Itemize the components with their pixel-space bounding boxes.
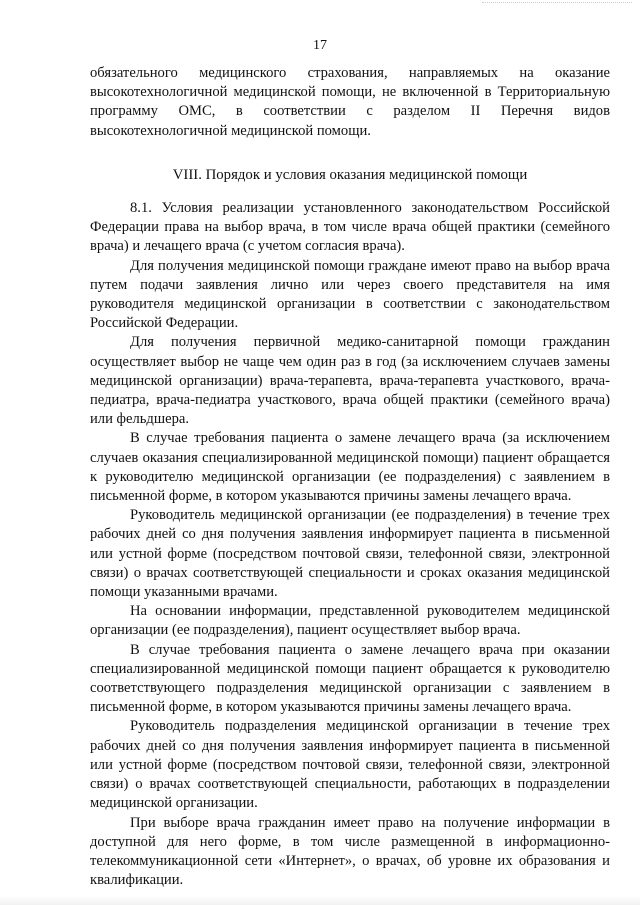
paragraph-8: Руководитель подразделения медицинской организации в течение трех рабочих дней со дня получения заявления информирует пациента в письменной или устной форме (посредством почтовой связи, телефонной связи, электронной связи) о врачах соответствующей специальности, работающих в подразделении медицинской организации. [90,718,610,812]
intro-paragraph: обязательного медицинского страхования, направляемых на оказание высокотехнологичной медицинской помощи, не включенной в Территориальную программу ОМС, в соответствии с разделом II Перечня видов высокотехнологичной медицинской помощи. [90,65,610,139]
paragraph-2: Для получения медицинской помощи граждане имеют право на выбор врача путем подачи заявления лично или через своего представителя на имя руководителя медицинской организации в соответствии с законодательством Российской Федерации. [90,257,610,332]
scan-bottom-shadow [0,895,640,905]
section-body [90,199,610,890]
paragraph-5: Руководитель медицинской организации (ее подразделения) в течение трех рабочих дней со дня получения заявления информирует пациента в письменной или устной форме (посредством почтовой связи, телефонной связи, электронной связи) о врачах соответствующей специальности и сроках оказания медицинской помощи указанными врачами. [90,507,610,601]
paragraph-7: В случае требования пациента о замене лечащего врача при оказании специализированной медицинской помощи пациент обращается к руководителю соответствующего подразделения медицинской организации с заявлением в письменной форме, в котором указываются причины замены лечащего врача. [90,641,610,716]
paragraph-3: Для получения первичной медико-санитарной помощи гражданин осуществляет выбор не чаще чем один раз в год (за исключением случаев замены медицинской организации) врача-терапевта, врача-терапевта участкового, врача-педиатра, врача-педиатра участкового, врача общей практики (семейного врача) или фельдшера. [90,334,610,428]
intro-text-block [90,64,610,141]
scan-edge-line [482,2,632,3]
paragraph-1: 8.1. Условия реализации установленного законодательством Российской Федерации права на выбор врача, в том числе врача общей практики (семейного врача) и лечащего врача (с учетом согласия врача). [90,200,610,255]
paragraph-4: В случае требования пациента о замене лечащего врача (за исключением случаев оказания специализированной медицинской помощи) пациент обращается к руководителю медицинской организации (ее подразделения) с заявлением в письменной форме, в котором указываются причины замены лечащего врача. [90,430,610,505]
paragraph-9: При выборе врача гражданин имеет право на получение информации в доступной для него форме, в том числе размещенной в информационно-телекоммуникационной сети «Интернет», о врачах, об уровне их образования и квалификации. [90,814,610,889]
section-heading: VIII. Порядок и условия оказания медицинской помощи [172,167,528,183]
paragraph-6: На основании информации, представленной руководителем медицинской организации (ее подразделения), пациент осуществляет выбор врача. [90,603,610,639]
page-number: 17 [313,38,327,53]
